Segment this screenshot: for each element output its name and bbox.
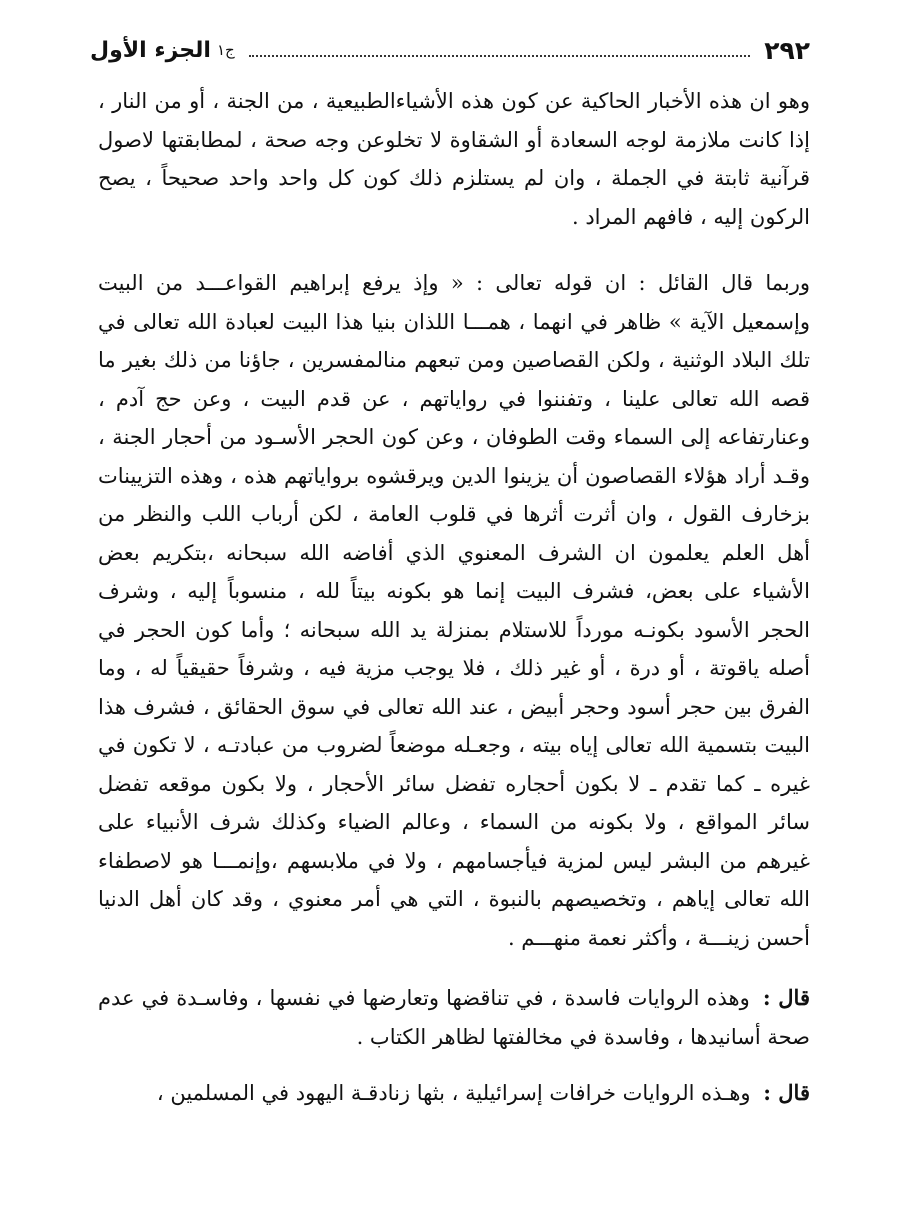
page-number: ٢٩٢ bbox=[764, 35, 810, 65]
paragraph-4-lead: قال : bbox=[763, 1080, 810, 1105]
paragraph-4 bbox=[98, 1074, 810, 1113]
header-dotted-leader bbox=[249, 55, 751, 57]
running-title: الجزء الأول bbox=[90, 37, 211, 63]
paragraph-4-text: وهـذه الروايات خرافات إسرائيلية ، بثها زنادقـة اليهود في المسلمين ، bbox=[156, 1081, 751, 1105]
paragraph-1-text: وهو ان هذه الأخبار الحاكية عن كون هذه الأشياءالطبيعية ، من الجنة ، أو من النار ، إذا كانت ملازمة لوجه السعادة أو الشقاوة لا تخلوعن وجه صحة ، لمطابقتها لاصول قرآنية ثابتة في الجملة ، وان لم يستلزم ذلك كون كل واحد واحد صحيحاً ، يصح الركون إليه ، فافهم المراد . bbox=[98, 89, 810, 229]
paragraph-3 bbox=[98, 979, 810, 1056]
paragraph-spacer bbox=[98, 1056, 810, 1074]
paragraph-3-lead: قال : bbox=[762, 985, 810, 1010]
paragraph-2-text: وربما قال القائل : ان قوله تعالى : « وإذ يرفع إبراهيم القواعـــد من البيت وإسمعيل الآية » ظاهر في انهما ، همـــا اللذان بنيا هذا البيت لعبادة الله تعالى في تلك البلاد الوثنية ، ولكن القصاصين ومن تبعهم منالمفسرين ، جاؤنا من ذلك بغير ما قصه الله تعالى علينا ، وتفننوا في رواياتهم ، عن قدم البيت ، وعن حج آدم ، وعنارتفاعه إلى السماء وقت الطوفان ، وعن كون الحجر الأسـود من أحجار الجنة ، وقـد أراد هؤلاء القصاصون أن يزينوا الدين ويرقشوه برواياتهم هذه ، وهذه التزيينات بزخارف القول ، وان أثرت أثرها في قلوب العامة ، لكن أرباب اللب والنظر من أهل العلم يعلمون ان الشرف المعنوي الذي أفاضه الله سبحانه ،بتكريم بعض الأشياء على بعض، فشرف البيت إنما هو بكونه بيتاً لله ، منسوباً إليه ، وشرف الحجر الأسود بكونـه مورداً للاستلام بمنزلة يد الله سبحانه ؛ وأما كون الحجر في أصله ياقوتة ، أو درة ، أو غير ذلك ، فلا يوجب مزية فيه ، وشرفاً حقيقياً له ، وما الفرق بين حجر أسود وحجر أبيض ، عند الله تعالى في سوق الحقائق ، فشرف هذا البيت بتسمية الله تعالى إياه بيته ، وجعـله موضعاً لضروب من عبادتـه ، لا تكون في غيره ـ كما تقدم ـ لا بكون أحجاره تفضل سائر الأحجار ، ولا بكون موقعه تفضل سائر المواقع ، ولا بكونه من السماء ، وعالم الضياء وكذلك شرف الأنبياء على غيرهم من البشر ليس لمزية فيأجسامهم ، ولا في ملابسهم ،وإنمـــا هو لاصطفاء الله تعالى إياهم ، وتخصيصهم بالنبوة ، التي هي أمر معنوي ، وقد كان أهل الدنيا أحسن زينـــة ، وأكثر نعمة منهـــم . bbox=[98, 271, 810, 950]
page-body bbox=[98, 82, 810, 1113]
paragraph-spacer bbox=[98, 957, 810, 979]
page-header bbox=[90, 30, 810, 70]
volume-label: ج١ bbox=[216, 41, 235, 59]
paragraph-spacer bbox=[98, 236, 810, 264]
paragraph-3-text: وهذه الروايات فاسدة ، في تناقضها وتعارضها في نفسها ، وفاسـدة في عدم صحة أسانيدها ، وفاسدة في مخالفتها لظاهر الكتاب . bbox=[98, 986, 810, 1049]
paragraph-2 bbox=[98, 264, 810, 957]
paragraph-1 bbox=[98, 82, 810, 236]
